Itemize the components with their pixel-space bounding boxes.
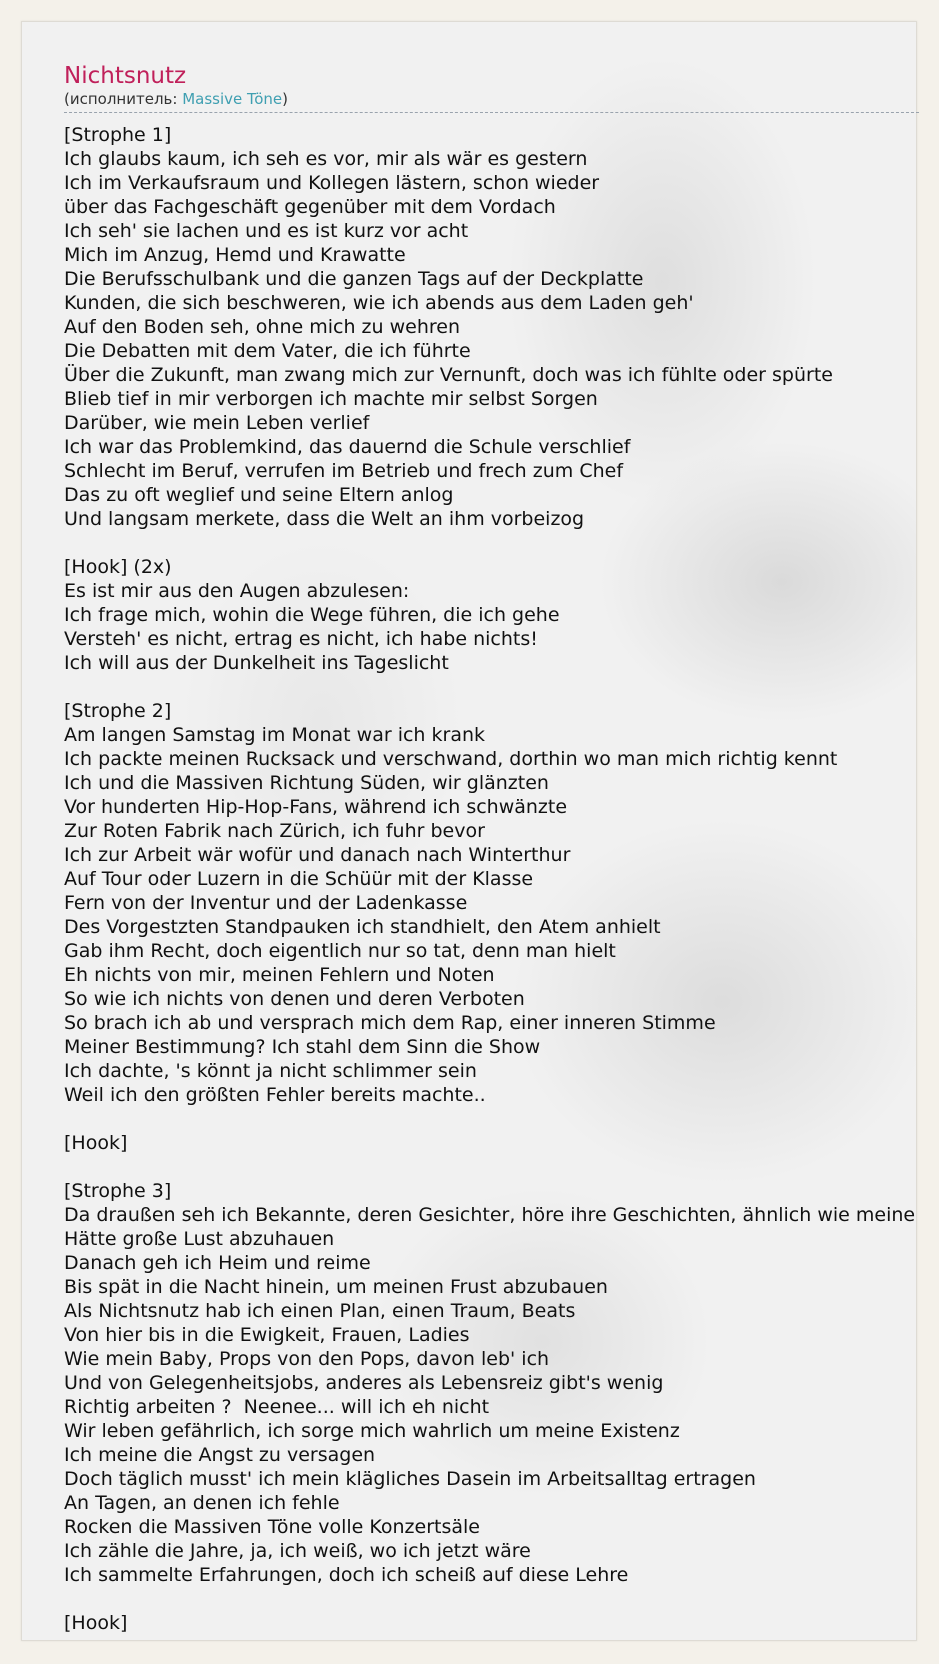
lyrics-content — [64, 62, 919, 1635]
lyric-line: Auf Tour oder Luzern in die Schüür mit der Klasse — [64, 868, 534, 890]
lyric-line: Ich glaubs kaum, ich seh es vor, mir als wär es gestern — [64, 148, 588, 170]
lyric-line: Danach geh ich Heim und reime — [64, 1252, 371, 1274]
lyric-line: Rocken die Massiven Töne volle Konzertsäle — [64, 1516, 480, 1538]
lyric-blank-line — [64, 1107, 919, 1131]
lyric-line: Ich will aus der Dunkelheit ins Tageslicht — [64, 652, 449, 674]
lyric-line: Ich dachte, 's könnt ja nicht schlimmer sein — [64, 1060, 477, 1082]
lyric-line: Ich seh' sie lachen und es ist kurz vor acht — [64, 220, 469, 242]
lyric-blank-line — [64, 531, 919, 555]
lyric-line: Weil ich den größten Fehler bereits machte.. — [64, 1084, 486, 1106]
lyrics-text — [64, 123, 919, 1635]
lyric-line: Ich sammelte Erfahrungen, doch ich scheiß auf diese Lehre — [64, 1564, 629, 1586]
lyric-line: Meiner Bestimmung? Ich stahl dem Sinn die Show — [64, 1036, 541, 1058]
song-title: Nichtsnutz — [64, 63, 187, 89]
artist-line — [64, 90, 919, 113]
lyric-line: Ich packte meinen Rucksack und verschwand, dorthin wo man mich richtig kennt — [64, 748, 838, 770]
lyric-line: Versteh' es nicht, ertrag es nicht, ich habe nichts! — [64, 628, 538, 650]
lyric-line: Schlecht im Beruf, verrufen im Betrieb und frech zum Chef — [64, 460, 624, 482]
artist-suffix: ) — [282, 90, 288, 108]
artist-link[interactable]: Massive Töne — [182, 90, 283, 108]
lyric-line: Da draußen seh ich Bekannte, deren Gesichter, höre ihre Geschichten, ähnlich wie meine — [64, 1204, 916, 1226]
lyric-line: Hätte große Lust abzuhauen — [64, 1228, 335, 1250]
lyric-line: [Hook] (2x) — [64, 556, 172, 578]
lyric-line: Fern von der Inventur und der Ladenkasse — [64, 892, 468, 914]
artist-prefix: (исполнитель: — [64, 90, 183, 108]
lyric-line: Mich im Anzug, Hemd und Krawatte — [64, 244, 406, 266]
lyric-line: Auf den Boden seh, ohne mich zu wehren — [64, 316, 461, 338]
lyric-line: [Strophe 2] — [64, 700, 172, 722]
lyric-line: [Strophe 3] — [64, 1180, 172, 1202]
lyric-line: Ich zur Arbeit wär wofür und danach nach Winterthur — [64, 844, 571, 866]
lyric-line: Ich meine die Angst zu versagen — [64, 1444, 376, 1466]
lyric-line: Bis spät in die Nacht hinein, um meinen Frust abzubauen — [64, 1276, 608, 1298]
lyric-line: Des Vorgestzten Standpauken ich standhielt, den Atem anhielt — [64, 916, 661, 938]
lyric-line: Wie mein Baby, Props von den Pops, davon leb' ich — [64, 1348, 550, 1370]
lyric-line: über das Fachgeschäft gegenüber mit dem Vordach — [64, 196, 556, 218]
lyric-line: Die Berufsschulbank und die ganzen Tags auf der Deckplatte — [64, 268, 644, 290]
lyric-line: Und von Gelegenheitsjobs, anderes als Lebensreiz gibt's wenig — [64, 1372, 664, 1394]
lyric-line: Eh nichts von mir, meinen Fehlern und Noten — [64, 964, 495, 986]
lyric-line: Gab ihm Recht, doch eigentlich nur so tat, denn man hielt — [64, 940, 616, 962]
lyric-line: Ich frage mich, wohin die Wege führen, die ich gehe — [64, 604, 560, 626]
lyric-line: Ich war das Problemkind, das dauernd die Schule verschlief — [64, 436, 631, 458]
lyric-line: [Hook] — [64, 1132, 128, 1154]
lyric-line: Wir leben gefährlich, ich sorge mich wahrlich um meine Existenz — [64, 1420, 680, 1442]
lyric-line: [Hook] — [64, 1612, 128, 1634]
lyric-line: So brach ich ab und versprach mich dem Rap, einer inneren Stimme — [64, 1012, 716, 1034]
lyric-line: Darüber, wie mein Leben verlief — [64, 412, 370, 434]
lyric-line: Als Nichtsnutz hab ich einen Plan, einen Traum, Beats — [64, 1300, 576, 1322]
lyric-line: Ich und die Massiven Richtung Süden, wir glänzten — [64, 772, 549, 794]
lyric-blank-line — [64, 1587, 919, 1611]
lyric-line: Die Debatten mit dem Vater, die ich führte — [64, 340, 471, 362]
lyric-line: Ich zähle die Jahre, ja, ich weiß, wo ich jetzt wäre — [64, 1540, 531, 1562]
lyric-line: Und langsam merkete, dass die Welt an ihm vorbeizog — [64, 508, 585, 530]
lyric-line: So wie ich nichts von denen und deren Verboten — [64, 988, 525, 1010]
lyric-line: Kunden, die sich beschweren, wie ich abends aus dem Laden geh' — [64, 292, 694, 314]
lyric-line: Es ist mir aus den Augen abzulesen: — [64, 580, 410, 602]
lyric-line: Ich im Verkaufsraum und Kollegen lästern, schon wieder — [64, 172, 600, 194]
lyric-line: Blieb tief in mir verborgen ich machte mir selbst Sorgen — [64, 388, 598, 410]
lyric-line: Von hier bis in die Ewigkeit, Frauen, Ladies — [64, 1324, 470, 1346]
lyric-line: Vor hunderten Hip-Hop-Fans, während ich schwänzte — [64, 796, 568, 818]
lyric-line: Über die Zukunft, man zwang mich zur Vernunft, doch was ich fühlte oder spürte — [64, 364, 833, 386]
lyric-line: An Tagen, an denen ich fehle — [64, 1492, 340, 1514]
lyric-line: Richtig arbeiten ? Neenee... will ich eh nicht — [64, 1396, 490, 1418]
lyric-line: Das zu oft weglief und seine Eltern anlog — [64, 484, 454, 506]
lyric-line: Zur Roten Fabrik nach Zürich, ich fuhr bevor — [64, 820, 485, 842]
lyric-line: [Strophe 1] — [64, 124, 172, 146]
lyrics-card — [21, 21, 917, 1641]
lyric-blank-line — [64, 1155, 919, 1179]
lyric-line: Am langen Samstag im Monat war ich krank — [64, 724, 486, 746]
lyric-line: Doch täglich musst' ich mein klägliches Dasein im Arbeitsalltag ertragen — [64, 1468, 756, 1490]
lyric-blank-line — [64, 675, 919, 699]
